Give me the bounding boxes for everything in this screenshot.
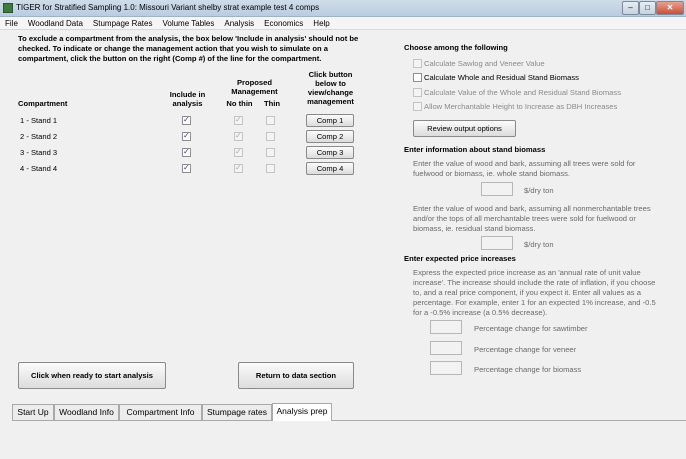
menu-volume-tables[interactable]: Volume Tables — [162, 19, 215, 28]
biomass-heading: Enter information about stand biomass — [404, 145, 546, 154]
include-checkbox[interactable] — [182, 164, 191, 173]
maximize-icon[interactable]: □ — [639, 1, 656, 15]
veneer-label: Percentage change for veneer — [474, 345, 577, 354]
comp-3-button[interactable]: Comp 3 — [306, 146, 354, 159]
sawtimber-input[interactable] — [430, 320, 462, 334]
option-label: Calculate Sawlog and Veneer Value — [424, 59, 545, 68]
whole-biomass-input[interactable] — [481, 182, 513, 196]
row-label: 3 - Stand 3 — [20, 148, 58, 157]
choose-heading: Choose among the following — [404, 43, 508, 52]
menu-stumpage-rates[interactable]: Stumpage Rates — [92, 19, 153, 28]
header-nothin: No thin — [226, 99, 253, 108]
header-click: Click button below to view/change management — [307, 70, 354, 106]
include-checkbox[interactable] — [182, 116, 191, 125]
start-analysis-button[interactable]: Click when ready to start analysis — [18, 362, 166, 389]
row-label: 2 - Stand 2 — [20, 132, 58, 141]
comp-4-button[interactable]: Comp 4 — [306, 162, 354, 175]
biomass-description-2: Enter the value of wood and bark, assuming all nonmerchantable trees and/or the tops of all merchantable trees were sold for fuelwood or biomass, ie. residual stand biomass. — [413, 204, 651, 233]
option-label: Calculate Whole and Residual Stand Biomass — [424, 73, 579, 82]
header-thin: Thin — [263, 99, 281, 108]
biomass-checkbox[interactable] — [413, 73, 422, 82]
comp-1-button[interactable]: Comp 1 — [306, 114, 354, 127]
menu-help[interactable]: Help — [313, 19, 330, 28]
menu-economics[interactable]: Economics — [264, 19, 304, 28]
nothin-checkbox — [234, 148, 243, 157]
row-label: 4 - Stand 4 — [20, 164, 58, 173]
header-include: Include in analysis — [169, 90, 206, 108]
nothin-checkbox — [234, 132, 243, 141]
unit-label: $/dry ton — [524, 240, 554, 249]
residual-biomass-input[interactable] — [481, 236, 513, 250]
title-bar — [0, 0, 686, 17]
biomass-value-checkbox — [413, 88, 422, 97]
biomass-description-1: Enter the value of wood and bark, assuming all trees were sold for fuelwood or biomass, ie. whole stand biomass. — [413, 159, 636, 178]
menu-analysis[interactable]: Analysis — [224, 19, 255, 28]
thin-checkbox — [266, 116, 275, 125]
tab-compartment-info[interactable]: Compartment Info — [119, 404, 202, 420]
include-checkbox[interactable] — [182, 148, 191, 157]
instructions-text: To exclude a compartment from the analysis, the box below 'Include in analysis' should not be checked. To indicate or change the management action that you wish to simulate on a compartment, click the button on the right (Comp #) of the line for the compartment. — [18, 34, 359, 63]
nothin-checkbox — [234, 116, 243, 125]
tab-strip-line — [12, 420, 686, 421]
tab-analysis-prep[interactable]: Analysis prep — [272, 403, 332, 421]
thin-checkbox — [266, 164, 275, 173]
window-title: TIGER for Stratified Sampling 1.0: Missouri Variant shelby strat example test 4 comps — [16, 3, 320, 12]
include-checkbox[interactable] — [182, 132, 191, 141]
thin-checkbox — [266, 148, 275, 157]
header-compartment: Compartment — [18, 99, 68, 108]
option-label: Calculate Value of the Whole and Residual Stand Biomass — [424, 88, 621, 97]
veneer-input[interactable] — [430, 341, 462, 355]
minimize-icon[interactable]: – — [622, 1, 639, 15]
menu-file[interactable]: File — [5, 19, 18, 28]
sawlog-checkbox — [413, 59, 422, 68]
sawtimber-label: Percentage change for sawtimber — [474, 324, 588, 333]
option-label: Allow Merchantable Height to Increase as DBH Increases — [424, 102, 618, 111]
close-icon[interactable]: ✕ — [656, 1, 684, 15]
tab-stumpage-rates[interactable]: Stumpage rates — [202, 404, 272, 420]
app-icon — [3, 3, 13, 13]
biomass-pct-input[interactable] — [430, 361, 462, 375]
row-label: 1 - Stand 1 — [20, 116, 58, 125]
menu-bar — [0, 17, 686, 30]
unit-label: $/dry ton — [524, 186, 554, 195]
merch-height-checkbox — [413, 102, 422, 111]
comp-2-button[interactable]: Comp 2 — [306, 130, 354, 143]
header-proposed: Proposed Management — [231, 78, 278, 96]
return-data-button[interactable]: Return to data section — [238, 362, 354, 389]
tab-woodland-info[interactable]: Woodland Info — [54, 404, 119, 420]
review-output-button[interactable]: Review output options — [413, 120, 516, 137]
menu-woodland-data[interactable]: Woodland Data — [27, 19, 83, 28]
thin-checkbox — [266, 132, 275, 141]
biomass-pct-label: Percentage change for biomass — [474, 365, 582, 374]
price-heading: Enter expected price increases — [404, 254, 516, 263]
tab-start-up[interactable]: Start Up — [12, 404, 54, 420]
price-description: Express the expected price increase as an 'annual rate of unit value increase'. The increase should include the rate of inflation, if you choose to, and a real price component, if you expect it. Enter all values as a percentage. For example, enter 1 for an expected 1% increase, and -0.5 for a -0.5% increase (a 0.5% decrease). — [413, 268, 656, 317]
nothin-checkbox — [234, 164, 243, 173]
